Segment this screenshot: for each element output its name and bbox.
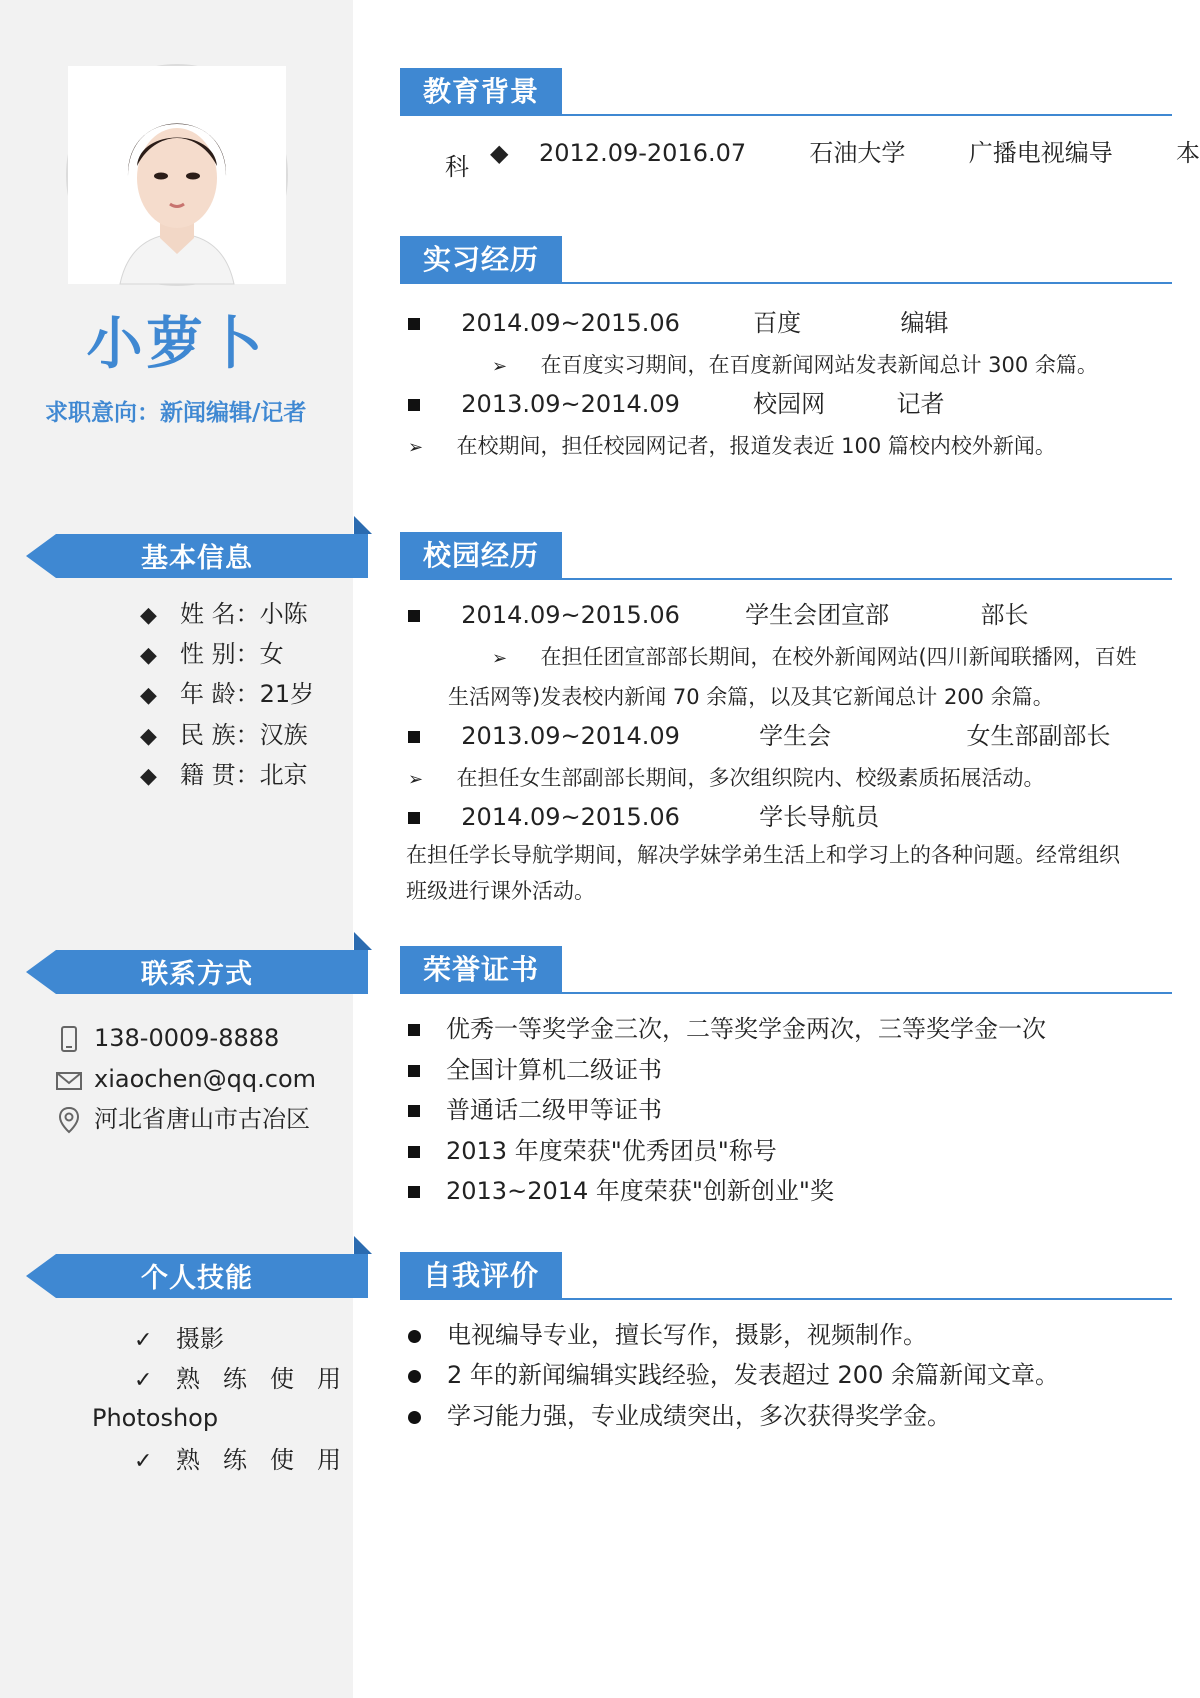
section-header-education — [400, 68, 1172, 122]
contact-address — [54, 1102, 310, 1136]
campus-period: 2014.09~2015.06 — [461, 601, 680, 629]
phone-number: 138-0009-8888 — [94, 1024, 280, 1052]
campus-org: 学长导航员 — [759, 803, 880, 831]
info-value: 小陈 — [259, 600, 308, 628]
info-row-ethnicity — [140, 718, 308, 752]
self-eval-item: 电视编导专业，擅长写作，摄影，视频制作。 — [408, 1318, 927, 1352]
checkmark-icon: ✓ — [134, 1328, 153, 1353]
square-bullet-icon — [408, 399, 420, 411]
info-row-name — [140, 597, 308, 631]
info-label: 年 龄： — [180, 680, 260, 708]
section-header-self-eval — [400, 1252, 1172, 1306]
info-label: 民 族： — [180, 721, 260, 749]
section-header-internship — [400, 236, 1172, 290]
diamond-bullet-icon: ◆ — [140, 764, 157, 789]
education-overflow-clip — [445, 153, 475, 186]
honor-item: 优秀一等奖学金三次，二等奖学金两次，三等奖学金一次 — [408, 1012, 1046, 1046]
square-bullet-icon — [408, 318, 420, 330]
square-bullet-icon — [408, 812, 420, 824]
contact-phone — [54, 1021, 279, 1055]
campus-period: 2014.09~2015.06 — [461, 803, 680, 831]
divider — [400, 1298, 1172, 1300]
mail-icon — [54, 1065, 84, 1095]
checkmark-icon: ✓ — [134, 1368, 153, 1393]
section-header-honors — [400, 946, 1172, 1000]
campus-row — [408, 800, 879, 834]
checkmark-icon: ✓ — [134, 1449, 153, 1474]
education-period: 2012.09-2016.07 — [538, 139, 747, 167]
section-title-honors: 荣誉证书 — [400, 946, 562, 994]
campus-role: 女生部副部长 — [966, 722, 1111, 750]
arrow-bullet-icon: ➢ — [408, 769, 424, 790]
internship-period: 2013.09~2014.09 — [461, 390, 680, 418]
internship-row — [408, 306, 948, 340]
square-bullet-icon — [408, 1024, 420, 1036]
diamond-bullet-icon: ◆ — [140, 643, 157, 668]
education-degree-cut: 科 — [445, 153, 469, 181]
section-title-self-eval: 自我评价 — [400, 1252, 562, 1300]
section-title-education: 教育背景 — [400, 68, 562, 116]
location-pin-icon — [54, 1105, 84, 1135]
job-intent: 求职意向：新闻编辑/记者 — [45, 400, 307, 426]
diamond-bullet-icon: ◆ — [140, 724, 157, 749]
diamond-bullet-icon: ◆ — [490, 139, 509, 167]
section-header-skills — [26, 1236, 372, 1302]
campus-period: 2013.09~2014.09 — [461, 722, 680, 750]
info-row-hometown — [140, 758, 308, 792]
campus-desc-continued: 生活网等)发表校内新闻 70 余篇，以及其它新闻总计 200 余篇。 — [448, 685, 1054, 709]
info-value: 21岁 — [259, 680, 315, 708]
campus-desc-continued: 班级进行课外活动。 — [406, 879, 595, 903]
campus-desc: 在担任学长导航学期间，解决学妹学弟生活上和学习上的各种问题。经常组织 — [406, 843, 1120, 867]
candidate-name: 小萝卜 — [86, 312, 267, 377]
phone-icon — [54, 1024, 84, 1054]
info-label: 姓 名： — [180, 600, 260, 628]
campus-role: 部长 — [980, 601, 1029, 629]
square-bullet-icon — [408, 610, 420, 622]
arrow-bullet-icon: ➢ — [492, 356, 508, 377]
internship-desc: ➢ 在校期间，担任校园网记者，报道发表近 100 篇校内校外新闻。 — [408, 434, 1056, 458]
info-value: 女 — [259, 640, 284, 668]
internship-org: 校园网 — [753, 390, 826, 418]
honor-item: 2013~2014 年度荣获"创新创业"奖 — [408, 1174, 834, 1208]
education-major: 广播电视编导 — [968, 139, 1113, 167]
honor-item: 全国计算机二级证书 — [408, 1053, 662, 1087]
section-title-basic-info: 基本信息 — [141, 543, 253, 574]
profile-photo — [66, 64, 288, 286]
education-degree: 本 — [1175, 139, 1200, 167]
skill-item-continued: Photoshop — [92, 1404, 219, 1432]
internship-role: 记者 — [896, 390, 945, 418]
internship-role: 编辑 — [900, 309, 949, 337]
info-label: 性 别： — [180, 640, 260, 668]
section-title-campus: 校园经历 — [400, 532, 562, 580]
diamond-bullet-icon: ◆ — [140, 683, 157, 708]
info-row-gender — [140, 637, 284, 671]
internship-desc: ➢ 在百度实习期间，在百度新闻网站发表新闻总计 300 余篇。 — [492, 353, 1098, 377]
round-bullet-icon — [408, 1330, 421, 1343]
campus-org: 学生会团宣部 — [745, 601, 890, 629]
skill-item: ✓ 摄影 — [134, 1322, 224, 1356]
skill-item: ✓ 熟练使用 — [134, 1362, 364, 1396]
info-value: 北京 — [259, 761, 308, 789]
section-title-contact: 联系方式 — [141, 959, 253, 990]
address-text: 河北省唐山市古冶区 — [94, 1105, 310, 1133]
internship-row — [408, 387, 944, 421]
education-school: 石油大学 — [809, 139, 906, 167]
self-eval-item: 2 年的新闻编辑实践经验，发表超过 200 余篇新闻文章。 — [408, 1358, 1059, 1392]
education-row — [490, 136, 1200, 170]
skill-item: ✓ 熟练使用 — [134, 1443, 364, 1477]
honor-item: 2013 年度荣获"优秀团员"称号 — [408, 1134, 777, 1168]
square-bullet-icon — [408, 731, 420, 743]
round-bullet-icon — [408, 1411, 421, 1424]
arrow-bullet-icon: ➢ — [408, 437, 424, 458]
section-header-basic-info — [26, 516, 372, 582]
campus-row — [408, 719, 1110, 753]
section-header-contact — [26, 932, 372, 998]
contact-email — [54, 1062, 316, 1096]
square-bullet-icon — [408, 1105, 420, 1117]
square-bullet-icon — [408, 1186, 420, 1198]
divider — [400, 114, 1172, 116]
honor-item: 普通话二级甲等证书 — [408, 1093, 662, 1127]
email-address: xiaochen@qq.com — [94, 1065, 316, 1093]
arrow-bullet-icon: ➢ — [492, 648, 508, 669]
internship-period: 2014.09~2015.06 — [461, 309, 680, 337]
internship-org: 百度 — [753, 309, 802, 337]
self-eval-item: 学习能力强，专业成绩突出，多次获得奖学金。 — [408, 1399, 951, 1433]
info-row-age — [140, 677, 314, 711]
diamond-bullet-icon: ◆ — [140, 603, 157, 628]
divider — [400, 578, 1172, 580]
campus-desc: ➢ 在担任团宣部部长期间，在校外新闻网站(四川新闻联播网，百姓 — [492, 645, 1137, 669]
section-title-internship: 实习经历 — [400, 236, 562, 284]
divider — [400, 282, 1172, 284]
campus-desc: ➢ 在担任女生部副部长期间，多次组织院内、校级素质拓展活动。 — [408, 766, 1045, 790]
square-bullet-icon — [408, 1146, 420, 1158]
round-bullet-icon — [408, 1370, 421, 1383]
square-bullet-icon — [408, 1065, 420, 1077]
campus-row — [408, 598, 1028, 632]
info-label: 籍 贯： — [180, 761, 260, 789]
section-header-campus — [400, 532, 1172, 586]
divider — [400, 992, 1172, 994]
campus-org: 学生会 — [759, 722, 832, 750]
section-title-skills: 个人技能 — [141, 1263, 253, 1294]
info-value: 汉族 — [259, 721, 308, 749]
